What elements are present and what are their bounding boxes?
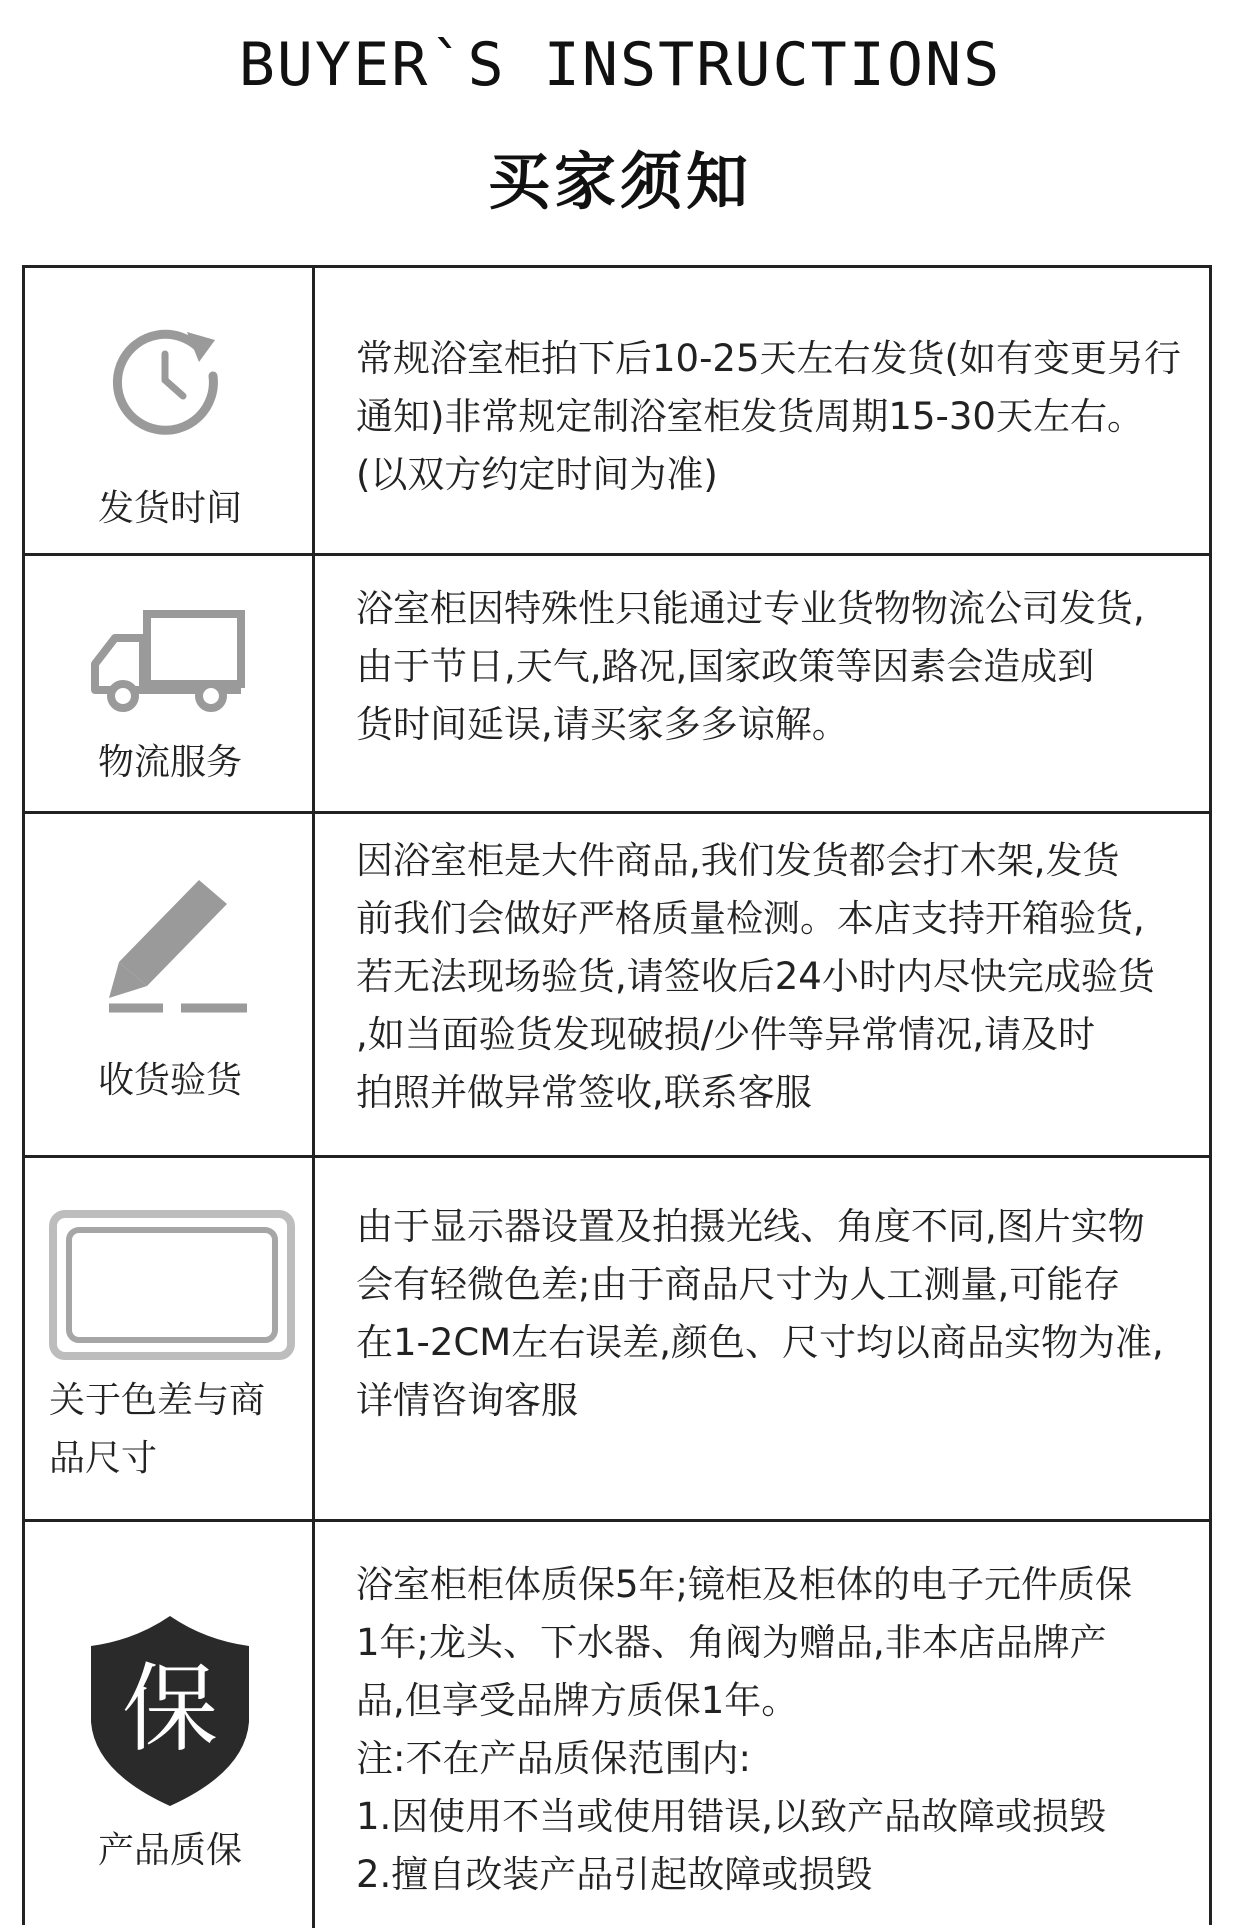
row-text-line: 浴室柜因特殊性只能通过专业货物物流公司发货,: [356, 587, 1145, 630]
row-label: 产品质保: [97, 1830, 242, 1871]
row-content-cell: [318, 1522, 1209, 1928]
row-label: [49, 1372, 309, 1488]
shield-character: 保: [122, 1653, 218, 1765]
row-text-line: 由于显示器设置及拍摄光线、角度不同,图片实物: [356, 1205, 1145, 1248]
truck-icon: [87, 608, 247, 718]
pencil-icon: [101, 874, 251, 1024]
row-label-cell: [25, 1522, 315, 1928]
row-text-line: 若无法现场验货,请签收后24小时内尽快完成验货: [356, 955, 1155, 998]
row-label-cell: [25, 268, 315, 553]
screen-frame-icon: [49, 1210, 295, 1360]
row-label-cell: [25, 556, 315, 811]
row-label-cell: [25, 814, 315, 1155]
row-text-line: 1年;龙头、下水器、角阀为赠品,非本店品牌产: [356, 1621, 1107, 1664]
row-label: 物流服务: [97, 742, 242, 783]
row-text-line: 1.因使用不当或使用错误,以致产品故障或损毁: [356, 1795, 1107, 1838]
row-text-line: 货时间延误,请买家多多谅解。: [356, 703, 849, 746]
row-text-line: ,如当面验货发现破损/少件等异常情况,请及时: [356, 1013, 1095, 1056]
row-label-line: 品尺寸: [49, 1438, 158, 1479]
row-label-cell: [25, 1158, 315, 1519]
table-row-inspection: [25, 814, 1209, 1158]
row-text-line: 品,但享受品牌方质保1年。: [356, 1679, 799, 1722]
row-label: 收货验货: [97, 1060, 242, 1101]
row-text-line: 因浴室柜是大件商品,我们发货都会打木架,发货: [356, 839, 1120, 882]
row-text-line: 2.擅自改装产品引起故障或损毁: [356, 1853, 873, 1896]
row-text-line: 拍照并做异常签收,联系客服: [356, 1071, 812, 1114]
row-content-cell: [318, 556, 1209, 811]
shield-icon: [85, 1612, 255, 1808]
row-text-line: 详情咨询客服: [356, 1379, 578, 1422]
row-label-line: 关于色差与商: [49, 1380, 266, 1421]
row-text-line: 通知)非常规定制浴室柜发货周期15-30天左右。: [356, 395, 1144, 438]
row-text-line: (以双方约定时间为准): [356, 453, 718, 496]
table-row-warranty: [25, 1522, 1209, 1928]
row-text-line: 注:不在产品质保范围内:: [356, 1737, 751, 1780]
row-content-cell: [318, 1158, 1209, 1519]
row-text-line: 常规浴室柜拍下后10-25天左右发货(如有变更另行: [356, 337, 1181, 380]
row-text-line: 会有轻微色差;由于商品尺寸为人工测量,可能存: [356, 1263, 1121, 1306]
row-text-line: 前我们会做好严格质量检测。本店支持开箱验货,: [356, 897, 1145, 940]
row-text-line: 浴室柜柜体质保5年;镜柜及柜体的电子元件质保: [356, 1563, 1133, 1606]
row-text-line: 由于节日,天气,路况,国家政策等因素会造成到: [356, 645, 1095, 688]
table-row-logistics: [25, 556, 1209, 814]
row-content-cell: [318, 268, 1209, 553]
instructions-table: [22, 265, 1212, 1925]
row-text-line: 在1-2CM左右误差,颜色、尺寸均以商品实物为准,: [356, 1321, 1164, 1364]
clock-icon: [103, 318, 233, 448]
row-content-cell: [318, 814, 1209, 1155]
page-title-chinese: 买家须知: [487, 145, 752, 218]
table-row-shipping-time: [25, 268, 1209, 556]
page-title-english: BUYER`S INSTRUCTIONS: [238, 30, 1002, 100]
row-label: 发货时间: [97, 488, 242, 529]
table-row-color-size: [25, 1158, 1209, 1522]
